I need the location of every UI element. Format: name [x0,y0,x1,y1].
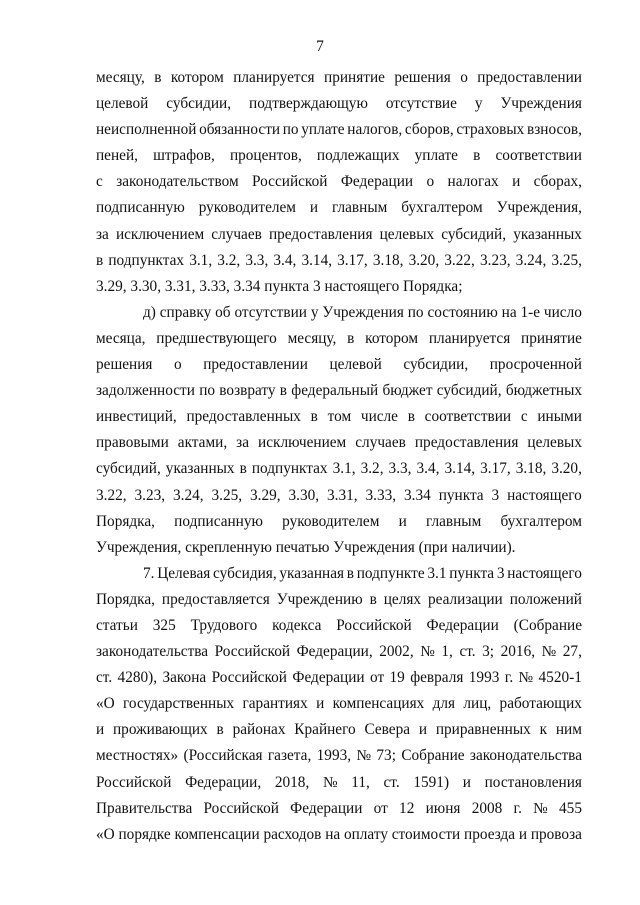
word: подтверждающую [249,95,368,113]
text-line [96,509,582,535]
word: ним [555,721,582,739]
word: субсидия, [213,564,277,582]
word: пункта [449,564,495,582]
word: № [533,799,548,817]
word: 3.24, [173,486,204,504]
text-line [96,352,582,378]
word: государственных [123,695,235,713]
word: 3.30, [288,486,320,504]
word: 11, [351,773,370,791]
text-line [96,143,582,169]
word: по [282,121,299,139]
word: справку [159,303,212,321]
text-line [96,91,582,117]
word: бухгалтером [401,199,483,217]
text-line [96,195,582,221]
word: 3.18, [515,460,547,478]
word: Севера [364,721,411,739]
word: у [474,95,483,113]
word: газета, [267,747,312,765]
word: предоставления [268,225,373,243]
word: целевой [96,95,149,113]
word: 12 [399,799,415,817]
word: 4520-1 [538,669,582,687]
text-line [96,665,582,691]
word: с [96,173,103,191]
word: исключением [258,434,347,452]
word: 3.1, [332,460,356,478]
text-line [96,169,582,195]
word: 1993, [316,747,352,765]
word: 3.22, [96,486,127,504]
word: 73; [376,747,396,765]
word: работающих [499,695,582,713]
word: 3.3, [245,251,269,269]
text-line [96,822,582,848]
word: 3.25, [551,251,582,269]
text-line: Учреждения, скрепленную печатью Учреждения (при наличии). [96,538,516,556]
word: Федерации, [185,773,262,791]
word: подпункте [356,564,425,582]
text-line [96,300,582,326]
word: задолженности [96,382,195,400]
word: целевой [329,356,382,374]
word: в [347,329,355,347]
word: Порядка, [96,590,155,608]
text-line [96,743,582,769]
text-line [96,117,582,143]
word: в [96,251,104,269]
text-line [96,561,582,587]
word: месяца, [96,329,146,347]
word: реализации [427,590,503,608]
word: 7. [143,564,155,582]
word: проезда [464,825,516,843]
word: предоставлении [477,69,582,86]
word: 3.1 [427,564,447,582]
text-line [96,613,582,639]
word: № [420,643,435,661]
text-line [96,796,582,822]
text-line [96,326,582,352]
word: по [407,303,424,321]
word: подписанную [174,512,263,530]
word: 19 [389,669,405,687]
word: котором [170,69,224,86]
word: оплату [343,825,388,843]
word: случаев [355,434,406,452]
word: по [199,382,216,400]
word: Федерации [426,616,499,634]
word: законодательства [469,747,582,765]
word: и [518,825,528,843]
word: 3.25, [211,486,243,504]
word: 3.17, [480,460,511,478]
text-line [96,717,582,743]
word: № [356,747,372,765]
word: 2018, [274,773,310,791]
word: расходов [263,825,322,843]
word: планируется [233,69,315,86]
word: предоставления [414,434,519,452]
word: в [369,590,377,608]
word: штрафов, [153,147,215,165]
word: соответствии [424,408,512,426]
word: ст. [459,643,476,661]
word: целях [383,590,422,608]
word: Федерации, [296,643,373,661]
word: налогах [447,173,499,191]
text-line [96,378,582,404]
word: 3.23, [479,251,511,269]
word: в [239,460,247,478]
text-line [96,691,582,717]
word: уплате [301,121,345,139]
word: бухгалтером [500,512,582,530]
word: 3.20, [408,251,440,269]
word: 3 [496,564,505,582]
word: в [310,408,318,426]
word: неисполненной [96,121,197,139]
word: 3; [482,643,495,661]
word: сборов, [404,121,454,139]
word: предшествующего [156,329,277,347]
word: 3.29, [250,486,281,504]
word: предоставляется [161,590,270,608]
word: подпунктах [108,251,185,269]
word: пункта [438,486,484,504]
word: Учреждения [322,303,404,321]
word: компенсациях [332,695,425,713]
word: и [512,173,521,191]
word: Учреждению [276,590,363,608]
word: постановления [484,773,582,791]
word: месяцу, [96,69,145,86]
word: Крайнего [294,721,356,739]
word: указанных [513,225,582,243]
word: 325 [152,616,176,634]
word: указанная [279,564,345,582]
word: 4280), [117,669,158,687]
word: просроченной [489,356,582,374]
text-line [96,639,582,665]
word: и [316,695,325,713]
word: 3 [491,486,500,504]
word: том [327,408,352,426]
word: порядке [118,825,171,843]
word: субсидий, [436,382,502,400]
word: об [215,303,231,321]
word: за [96,225,109,243]
word: случаев [211,225,262,243]
word: в [279,382,288,400]
text-line [96,248,582,274]
word: и [462,773,471,791]
word: субсидий, [441,225,507,243]
word: стоимости [391,825,461,843]
word: 3.1, [189,251,213,269]
word: Российской [336,616,412,634]
word: и [309,199,319,217]
word: состоянию [427,303,498,321]
word: месяцу, [287,329,337,347]
word: Трудового [190,616,258,634]
word: 3.33, [365,486,397,504]
word: компенсации [174,825,260,843]
word: д) [143,303,156,321]
word: субсидий, [96,460,161,478]
word: решения [96,356,153,374]
word: целевых [527,434,582,452]
word: 3.2, [360,460,384,478]
word: главным [332,199,388,217]
word: в [473,147,481,165]
word: число [543,303,582,321]
word: планируется [428,329,511,347]
word: Российской [203,799,279,817]
word: «О [96,825,115,843]
word: и [96,721,105,739]
word: принятие [521,329,582,347]
text-line: 3.29, 3.30, 3.31, 3.33, 3.34 пункта 3 настоящего Порядка; [96,277,463,295]
word: субсидии, [166,95,232,113]
word: для [432,695,456,713]
word: Федерации [290,799,363,817]
word: местностях» [96,747,179,765]
word: 3.24, [515,251,547,269]
word: 1591) [413,773,450,791]
word: налогов, [347,121,403,139]
word: Федерации [340,173,414,191]
text-line [96,65,582,91]
word: законодательством [116,173,239,191]
word: в [407,408,415,426]
word: числе [360,408,398,426]
word: в [154,69,162,86]
word: в [216,721,224,739]
word: (Собрание [513,616,582,634]
word: целевых [379,225,435,243]
word: отсутствие [385,95,457,113]
word: г. [513,799,522,817]
word: лиц, [463,695,492,713]
word: районах [232,721,286,739]
page-number: 7 [316,38,324,55]
word: Порядка, [96,512,155,530]
word: 1, [441,643,453,661]
text-line [96,770,582,796]
word: решения [394,69,451,86]
word: 3.22, [444,251,475,269]
word: соответствии [495,147,582,165]
word: 3.17, [337,251,368,269]
word: бюджетных [505,382,582,400]
word: правовыми [96,434,169,452]
word: и [398,512,407,530]
word: 27, [562,643,582,661]
word: Закона [162,669,207,687]
word: 3.18, [372,251,404,269]
word: Российской [96,773,172,791]
text-line [96,222,582,248]
word: гарантиях [242,695,308,713]
word: настоящего [507,564,582,582]
word: 2002, [379,643,414,661]
word: предоставленных [186,408,301,426]
word: Учреждения, [496,199,582,217]
word: 3.3, [388,460,412,478]
word: подлежащих [316,147,400,165]
word: страховых [456,121,525,139]
word: № [518,669,534,687]
word: Собрание [401,747,465,765]
word: № [322,773,338,791]
word: (Российская [183,747,263,765]
word: федеральный [291,382,379,400]
word: 3.23, [134,486,166,504]
word: предоставлении [203,356,308,374]
word: от [373,799,388,817]
word: отсутствии [234,303,307,321]
word: от [370,669,385,687]
word: ст. [96,669,113,687]
word: руководителем [282,512,380,530]
word: статьи [96,616,138,634]
word: 3.14, [444,460,476,478]
word: о [173,356,182,374]
word: законодательства [96,643,209,661]
word: Учреждения [500,95,582,113]
word: субсидии, [403,356,469,374]
word: 3.14, [301,251,333,269]
word: котором [365,329,419,347]
text-line [96,587,582,613]
word: июня [425,799,461,817]
text-line [96,483,582,509]
word: на [501,303,517,321]
word: иными [537,408,582,426]
word: с [520,408,528,426]
word: 3.4, [273,251,297,269]
word: инвестиций, [96,408,177,426]
word: Российской [252,173,328,191]
word: 3.4, [416,460,440,478]
word: на [325,825,341,843]
word: 1-е [520,303,541,321]
word: «О [96,695,115,713]
text-line [96,456,582,482]
word: 1993 [468,669,500,687]
word: положений [509,590,582,608]
word: руководителем [198,199,296,217]
word: 3.2, [217,251,241,269]
word: подписанную [96,199,185,217]
word: бюджет [382,382,433,400]
text-line [96,404,582,430]
text-line [96,430,582,456]
word: 3.20, [551,460,582,478]
word: 2016, [500,643,536,661]
word: за [236,434,250,452]
word: № [541,643,557,661]
word: ст. [383,773,400,791]
word: 3.34 [404,486,431,504]
word: приравненных [435,721,531,739]
word: возврату [219,382,276,400]
word: пеней, [96,147,138,165]
word: проживающих [113,721,208,739]
word: исключением [115,225,205,243]
word: у [310,303,319,321]
word: февраля [410,669,464,687]
word: актами, [177,434,228,452]
word: провоза [530,825,582,843]
word: обязанности [199,121,281,139]
document-body [96,65,582,848]
word: 455 [559,799,582,817]
word: к [539,721,548,739]
word: 2008 [471,799,503,817]
word: кодекса [272,616,322,634]
word: о [426,173,435,191]
word: взносов, [527,121,582,139]
word: и [418,721,428,739]
word: Целевая [157,564,211,582]
word: г. [504,669,514,687]
word: в [346,564,354,582]
word: подпунктах [251,460,328,478]
word: о [460,69,468,86]
word: сборах, [533,173,582,191]
word: 3.31, [327,486,358,504]
word: главным [425,512,482,530]
word: уплате [414,147,458,165]
word: настоящего [507,486,582,504]
word: Правительства [96,799,193,817]
word: принятие [324,69,385,86]
word: Российской [214,643,291,661]
word: Федерации [292,669,365,687]
word: процентов, [229,147,302,165]
word: Российской [211,669,287,687]
word: указанных [165,460,235,478]
